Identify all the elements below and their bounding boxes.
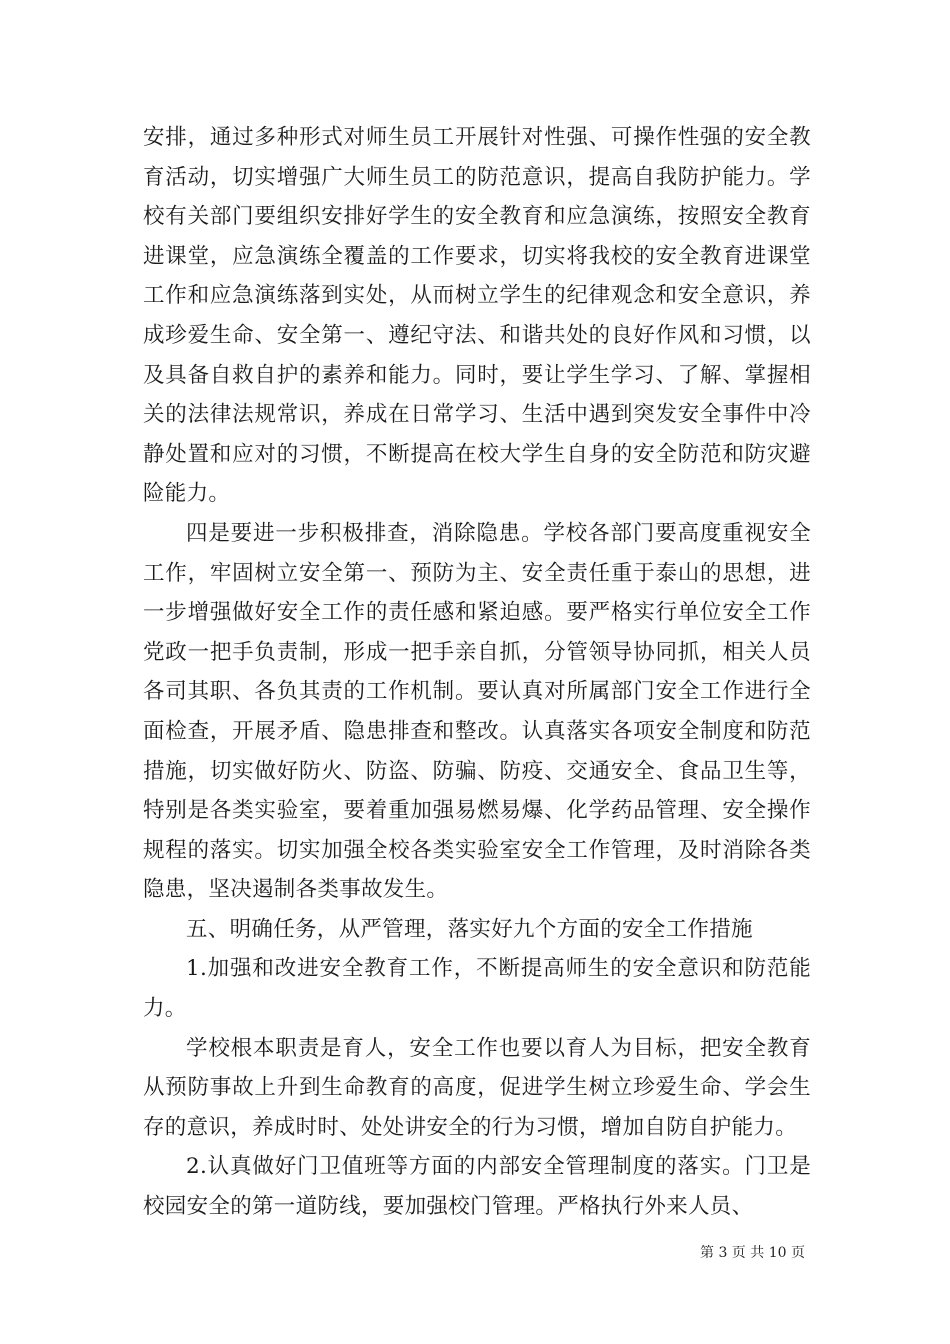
numbered-item-1: 1.加强和改进安全教育工作，不断提高师生的安全意识和防范能力。 <box>143 956 811 1022</box>
section-heading: 五、明确任务，从严管理，落实好九个方面的安全工作措施 <box>186 916 753 942</box>
document-body <box>143 118 811 1227</box>
paragraph-1: 安排，通过多种形式对师生员工开展针对性强、可操作性强的安全教育活动，切实增强广大师生员工的防范意识，提高自我防护能力。学校有关部门要组织安排好学生的安全教育和应急演练，按照安全教育进课堂，应急演练全覆盖的工作要求，切实将我校的安全教育进课堂工作和应急演练落到实处，从而树立学生的纪律观念和安全意识，养成珍爱生命、安全第一、遵纪守法、和谐共处的良好作风和习惯，以及具备自救自护的素养和能力。同时，要让学生学习、了解、掌握相关的法律法规常识，养成在日常学习、生活中遇到突发安全事件中冷静处置和应对的习惯，不断提高在校大学生自身的安全防范和防灾避险能力。 <box>143 125 811 507</box>
numbered-item-2: 2.认真做好门卫值班等方面的内部安全管理制度的落实。门卫是校园安全的第一道防线，要加强校门管理。严格执行外来人员、 <box>143 1154 811 1220</box>
page-number-footer: 第 3 页 共 10 页 <box>700 1245 805 1261</box>
paragraph-2: 四是要进一步积极排查，消除隐患。学校各部门要高度重视安全工作，牢固树立安全第一、预防为主、安全责任重于泰山的思想，进一步增强做好安全工作的责任感和紧迫感。要严格实行单位安全工作党政一把手负责制，形成一把手亲自抓，分管领导协同抓，相关人员各司其职、各负其责的工作机制。要认真对所属部门安全工作进行全面检查，开展矛盾、隐患排查和整改。认真落实各项安全制度和防范措施，切实做好防火、防盗、防骗、防疫、交通安全、食品卫生等，特别是各类实验室，要着重加强易燃易爆、化学药品管理、安全操作规程的落实。切实加强全校各类实验室安全工作管理，及时消除各类隐患，坚决遏制各类事故发生。 <box>143 520 811 903</box>
paragraph-3: 学校根本职责是育人，安全工作也要以育人为目标，把安全教育从预防事故上升到生命教育的高度，促进学生树立珍爱生命、学会生存的意识，养成时时、处处讲安全的行为习惯，增加自防自护能力。 <box>143 1035 811 1140</box>
